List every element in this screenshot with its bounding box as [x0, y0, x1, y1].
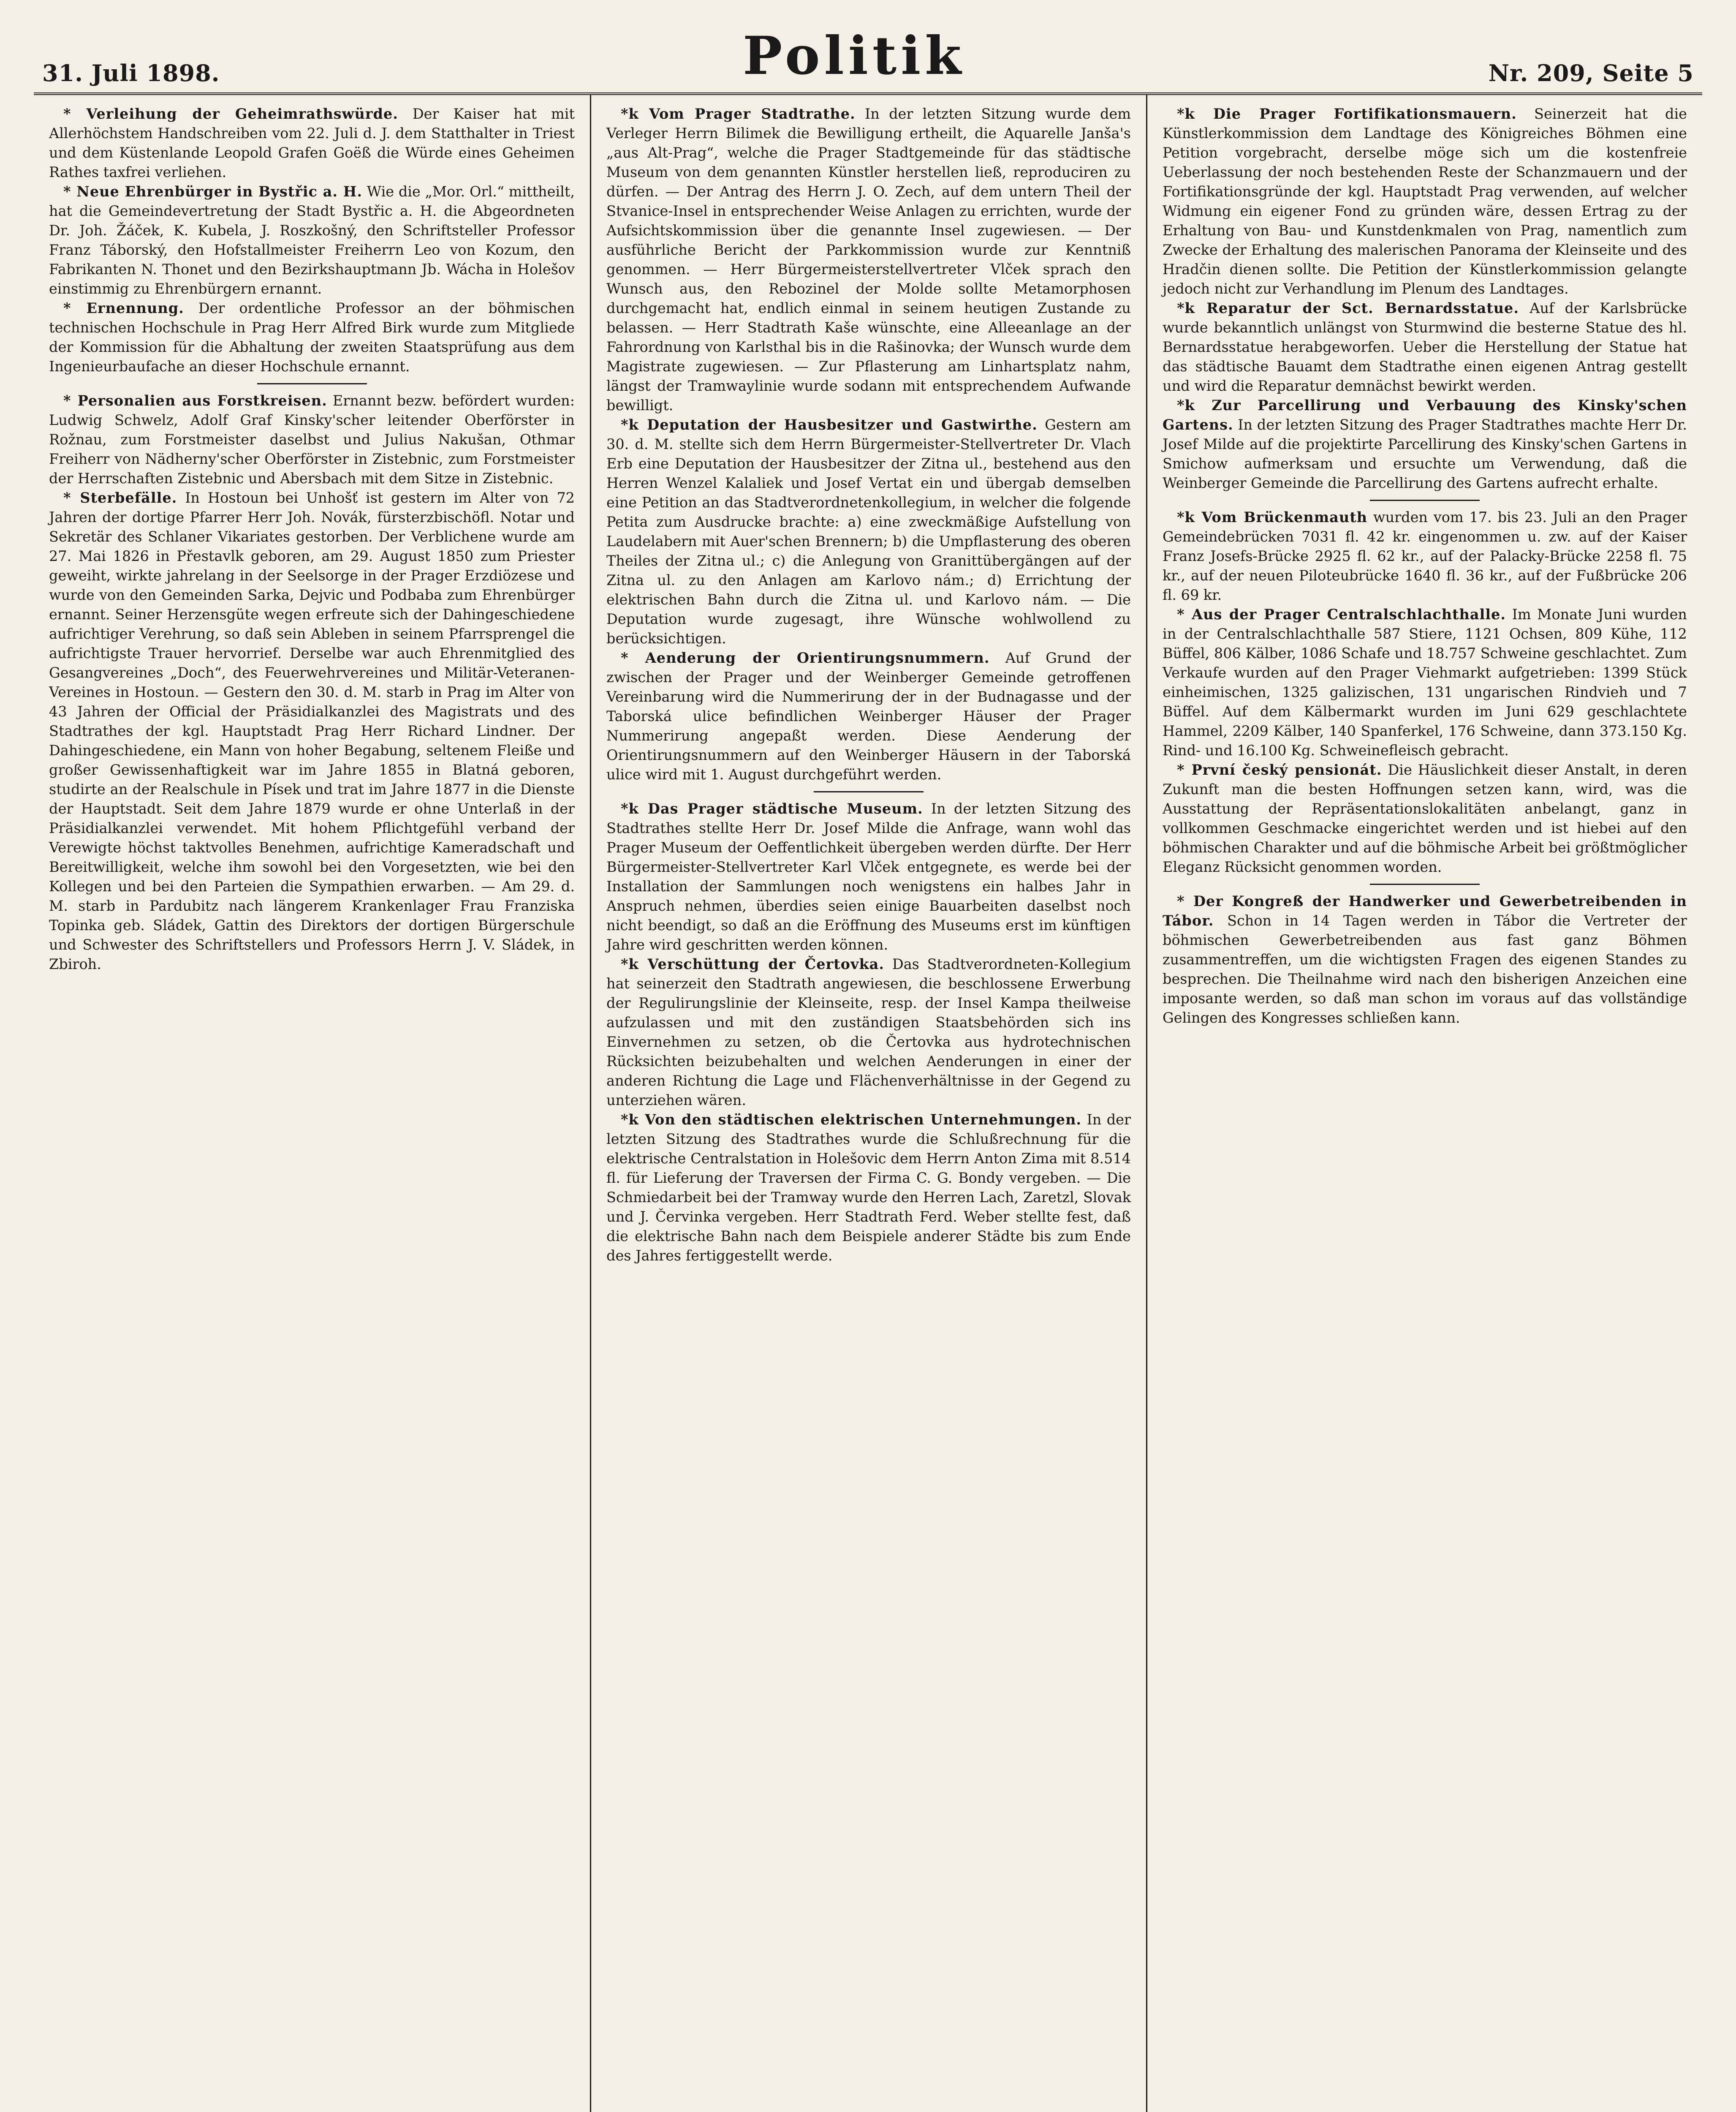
article — [49, 488, 575, 974]
article-headline: * Neue Ehrenbürger in Bystřic a. H. — [63, 183, 363, 200]
article-divider — [257, 383, 367, 384]
article-headline: * První český pensionát. — [1177, 762, 1382, 778]
article-body: Wie die „Mor. Orl.“ mittheilt, hat die Gemeindevertretung der Stadt Bystřic a. H. die Abgeordneten Dr. Joh. Žáček, K. Kubela, J. Roszkošný, den Schriftsteller Professor Franz Táborský, den Hofstallmeister Freiherrn Leo von Kozum, den Fabrikanten N. Thonet und den Bezirkshauptmann Jb. Wácha in Holešov einstimmig zu Ehrenbürgern ernannt. — [49, 183, 575, 297]
article-columns — [34, 95, 1702, 2112]
article — [606, 648, 1131, 784]
article — [1163, 508, 1687, 605]
article-body: Das Stadtverordneten-Kollegium hat seinerzeit den Stadtrath angewiesen, die beschlossene Erwerbung der Regulirungslinie der Kleinseite, resp. der Insel Kampa theilweise aufzulassen und mit den zuständigen Staatsbehörden sich ins Einvernehmen zu setzen, ob die Čertovka aus hydrotechnischen Rücksichten beizubehalten und welchen Aenderungen in einer der anderen Richtung die Lage und Flächenverhältnisse in der Gegend zu unterziehen wären. — [606, 956, 1131, 1108]
article-body: Die Häuslichkeit dieser Anstalt, in deren Zukunft man die besten Hoffnungen setzen kann, wird, was die Ausstattung der Repräsentationslokalitäten anbelangt, ganz in vollkommen Geschmacke eingerichtet werden und ist hiebei auf den böhmischen Charakter und auf die böhmische Arbeit bei größtmöglicher Eleganz Rücksicht genommen worden. — [1163, 762, 1687, 875]
article-body: Im Monate Juni wurden in der Centralschlachthalle 587 Stiere, 1121 Ochsen, 809 Kühe, 112 Büffel, 806 Kälber, 1086 Schafe und 18.757 Schweine geschlachtet. Zum Verkaufe wurden auf den Prager Viehmarkt aufgetrieben: 1399 Stück einheimischen, 1325 galizischen, 131 ungarischen Rindvieh und 7 Büffel. Auf dem Kälbermarkt wurden im Juni 629 geschlachtete Hammel, 2209 Kälber, 140 Spanferkel, 176 Schweine, dann 373.150 Kg. Rind- und 16.100 Kg. Schweinefleisch gebracht. — [1163, 606, 1687, 759]
article — [49, 391, 575, 488]
article — [1163, 760, 1687, 877]
article-headline: *k Vom Prager Stadtrathe. — [621, 106, 856, 122]
article — [606, 104, 1131, 415]
article-headline: * Verleihung der Geheimrathswürde. — [63, 106, 398, 122]
article-body: In der letzten Sitzung des Prager Stadtrathes machte Herr Dr. Josef Milde auf die projektirte Parcellirung des Kinsky'schen Gartens in Smichow aufmerksam und ersuchte um Verwendung, daß die Weinberger Gemeinde die Parcellirung des Gartens aufrecht erhalte. — [1163, 416, 1687, 491]
article-headline: * Aus der Prager Centralschlachthalle. — [1177, 606, 1506, 623]
article-headline: *k Deputation der Hausbesitzer und Gastwirthe. — [621, 416, 1038, 433]
column-1 — [34, 95, 590, 2112]
article-headline: * Personalien aus Forstkreisen. — [63, 392, 327, 409]
section-title: Politik — [743, 25, 966, 87]
article — [1163, 892, 1687, 1028]
article-headline: * Der Kongreß der Handwerker und Gewerbetreibenden in Tábor. — [1163, 893, 1687, 929]
article-headline: *k Von den städtischen elektrischen Unternehmungen. — [621, 1111, 1082, 1128]
article-body: In der letzten Sitzung des Stadtrathes stellte Herr Dr. Josef Milde die Anfrage, wann wohl das Prager Museum der Oeffentlichkeit übergeben werden dürfte. Der Herr Bürgermeister-Stellvertreter Karl Vlček entgegnete, es werde bei der Installation der Sammlungen noch wenigstens ein halbes Jahr in Anspruch nehmen, überdies seien einige Bauarbeiten daselbst noch nicht beendigt, so daß an die Eröffnung des Museums erst im künftigen Jahre wird geschritten werden können. — [606, 800, 1131, 953]
article-body: Seinerzeit hat die Künstlerkommission dem Landtage des Königreiches Böhmen eine Petition vorgebracht, derselbe möge sich um die kostenfreie Ueberlassung der noch bestehenden Reste der Schanzmauern und der Fortifikationsgründe der kgl. Hauptstadt Prag verwenden, auf welcher Widmung ein eigener Fond zu gründen wäre, dessen Ertrag zu der Erhaltung von Bau- und Kunstdenkmalen von Prag, namentlich zum Zwecke der Erhaltung des malerischen Panorama der Kleinseite und des Hradčin dienen sollte. Die Petition der Künstlerkommission gelangte jedoch nicht zur Verhandlung im Plenum des Landtages. — [1163, 106, 1687, 297]
issue-date: 31. Juli 1898. — [42, 60, 220, 87]
article-body: wurden vom 17. bis 23. Juli an den Prager Gemeindebrücken 7031 fl. 42 kr. eingenommen u. zw. auf der Kaiser Franz Josefs-Brücke 2925 fl. 62 kr., auf der Palacky-Brücke 2258 fl. 75 kr., auf der neuen Piloteubrücke 1640 fl. 36 kr., auf der Fußbrücke 206 fl. 69 kr. — [1163, 509, 1687, 603]
article-headline: *k Verschüttung der Čertovka. — [621, 956, 885, 972]
issue-page-number: Nr. 209, Seite 5 — [1488, 60, 1694, 87]
article — [49, 104, 575, 182]
article-headline: *k Die Prager Fortifikationsmauern. — [1177, 106, 1517, 122]
article-body: Gestern am 30. d. M. stellte sich dem Herrn Bürgermeister-Stellvertreter Dr. Vlach Erb eine Deputation der Hausbesitzer der Zitna ul., bestehend aus den Herren Wenzel Kalaliek und Josef Vertat ein und übergab demselben eine Petition an das Stadtverordnetenkollegium, in welcher die folgende Petita zum Ausdrucke brachte: a) eine zweckmäßige Aufstellung von Laudelabern mit Auer'schen Brennern; b) die Umpflasterung des oberen Theiles der Zitna ul.; c) die Anlegung von Granittübergängen auf der Zitna ul. zu den Anlagen am Karlovo nám.; d) Errichtung der elektrischen Bahn durch die Zitna ul. und Karlovo nám. — Die Deputation wurde zugesagt, ihre Wünsche wohlwollend zu berücksichtigen. — [606, 416, 1131, 647]
article-headline: *k Reparatur der Sct. Bernardsstatue. — [1177, 300, 1519, 316]
article — [49, 299, 575, 376]
article — [606, 415, 1131, 648]
masthead — [34, 17, 1702, 95]
article — [606, 955, 1131, 1110]
article — [1163, 104, 1687, 299]
article-body: Auf Grund der zwischen der Prager und der Weinberger Gemeinde getroffenen Vereinbarung wird die Nummerirung der in der Budnagasse und der Taborská ulice befindlichen Weinberger Häuser der Prager Nummerirung angepaßt werden. Diese Aenderung der Orientirungsnummern auf den Weinberger Häusern in der Taborská ulice wird mit 1. August durchgeführt werden. — [606, 650, 1131, 783]
article-body: Der Kaiser hat mit Allerhöchstem Handschreiben vom 22. Juli d. J. dem Statthalter in Triest und dem Küstenlande Leopold Grafen Goëß die Würde eines Geheimen Rathes taxfrei verliehen. — [49, 106, 575, 180]
article-body: Schon in 14 Tagen werden in Tábor die Vertreter der böhmischen Gewerbetreibenden aus fast ganz Böhmen zusammentreffen, um die wichtigsten Fragen des eigenen Standes zu besprechen. Die Theilnahme wird nach den bisherigen Anzeichen eine imposante werden, so daß man schon im voraus auf das vollständige Gelingen des Kongresses schließen kann. — [1163, 912, 1687, 1026]
article-headline: * Ernennung. — [63, 300, 184, 316]
article — [1163, 605, 1687, 760]
article-divider — [1370, 884, 1480, 885]
article — [49, 182, 575, 299]
article — [1163, 396, 1687, 493]
article-divider — [1370, 500, 1480, 501]
article-headline: *k Zur Parcellirung und Verbauung des Kinsky'schen Gartens. — [1163, 397, 1687, 433]
article-body: In der letzten Sitzung des Stadtrathes wurde die Schlußrechnung für die elektrische Centralstation in Holešovic dem Herrn Anton Zima mit 8.514 fl. für Lieferung der Traversen der Firma C. G. Bondy vergeben. — Die Schmiedarbeit bei der Tramway wurde den Herren Lach, Zaretzl, Slovak und J. Červinka vergeben. Herr Stadtrath Ferd. Weber stellte fest, daß die elektrische Bahn nach dem Beispiele anderer Städte bis zum Ende des Jahres fertiggestellt werde. — [606, 1111, 1131, 1264]
article-body: In Hostoun bei Unhošť ist gestern im Alter von 72 Jahren der dortige Pfarrer Herr Joh. Novák, fürsterzbischöfl. Notar und Sekretär des Schlaner Vikariates gestorben. Der Verblichene wurde am 27. Mai 1826 in Přestavlk geboren, am 29. August 1850 zum Priester geweiht, wirkte jahrelang in der Seelsorge in der Prager Erzdiözese und wurde von den Gemeinden Sarka, Dejvic und Podbaba zum Ehrenbürger ernannt. Seiner Herzensgüte wegen erfreute sich der Dahingeschiedene aufrichtiger Verehrung, so daß sein Ableben in seinem Pfarrsprengel die aufrichtigste Trauer hervorrief. Derselbe war auch Ehrenmitglied des Gesangvereines „Doch“, des Feuerwehrvereines und Militär-Veteranen-Vereines in Hostoun. — Gestern den 30. d. M. starb in Prag im Alter von 43 Jahren der Official der Präsidialkanzlei des Magistrats und des Stadtrathes der kgl. Hauptstadt Prag Herr Richard Lindner. Der Dahingeschiedene, ein Mann von hoher Begabung, seltenem Fleiße und großer Gewissenhaftigkeit war im Jahre 1855 in Blatná geboren, studirte an der Realschule in Písek und trat im Jahre 1877 in die Dienste der Hauptstadt. Seit dem Jahre 1879 wurde er ohne Unterlaß in der Präsidialkanzlei verwendet. Mit hohem Pflichtgefühl verband der Verewigte höchst taktvolles Benehmen, aufrichtige Kameradschaft und Bereitwilligkeit, welche ihm sowohl bei den Vorgesetzten, wie bei den Kollegen und bei den Parteien die Sympathien erwarben. — Am 29. d. M. starb in Pardubitz nach längerem Krankenlager Frau Franziska Topinka geb. Sládek, Gattin des Direktors der dortigen Bürgerschule und Schwester des Schriftstellers und Professors Herrn J. V. Sládek, in Zbiroh. — [49, 490, 575, 972]
column-3 — [1146, 95, 1702, 2112]
article-body: Auf der Karlsbrücke wurde bekanntlich unlängst von Sturmwind die besterne Statue des hl. Bernardsstatue herabgeworfen. Ueber die Herstellung der Statue hat das städtische Bauamt dem Stadtrathe einen eigenen Antrag gestellt und wird die Reparatur demnächst bewirkt werden. — [1163, 300, 1687, 394]
article-headline: *k Das Prager städtische Museum. — [621, 800, 923, 817]
article-body: Der ordentliche Professor an der böhmischen technischen Hochschule in Prag Herr Alfred Birk wurde zum Mitgliede der Kommission für die Abhaltung der zweiten Staatsprüfung aus dem Ingenieurbaufache an dieser Hochschule ernannt. — [49, 300, 575, 375]
article-divider — [814, 791, 924, 792]
article — [606, 1110, 1131, 1266]
article-headline: *k Vom Brückenmauth — [1177, 509, 1368, 525]
article-body: In der letzten Sitzung wurde dem Verleger Herrn Bilimek die Bewilligung ertheilt, die Aquarelle Janša's „aus Alt-Prag“, welche die Prager Stadtgemeinde für das städtische Museum von dem genannten Künstler herstellen ließ, reproduciren zu dürfen. — Der Antrag des Herrn J. O. Zech, auf dem untern Theil der Stvanice-Insel in entsprechender Weise Anlagen zu errichten, wurde der Aufsichtskommission über die genannte Insel zugewiesen. — Der ausführliche Bericht der Parkkommission wurde zur Kenntniß genommen. — Herr Bürgermeisterstellvertreter Vlček sprach den Wunsch aus, den Rebozinel der Molde sollte Metamorphosen durchgemacht hat, endlich einmal in seinem heutigen Zustande zu belassen. — Herr Stadtrath Kaše wünschte, eine Alleeanlage an der Fahrordnung von Karlsthal bis in die Rašinovka; der Wunsch wurde dem Magistrate zugewiesen. — Zur Pflasterung am Linhartsplatz nahm, längst der Tramwaylinie wurde sodann mit entsprechendem Aufwande bewilligt. — [606, 106, 1131, 414]
article-headline: * Aenderung der Orientirungsnummern. — [621, 650, 990, 666]
article-headline: * Sterbefälle. — [63, 490, 177, 506]
article-body: Ernannt bezw. befördert wurden: Ludwig Schwelz, Adolf Graf Kinsky'scher leitender Oberförster in Rožnau, zum Forstmeister daselbst und Julius Nakušan, Othmar Freiherr von Nädherny'scher Oberförster in Zistebnic, zum Forstmeister der Herrschaften Zistebnic und Abersbach mit dem Sitze in Zistebnic. — [49, 392, 575, 487]
column-2 — [590, 95, 1146, 2112]
article — [606, 799, 1131, 955]
article — [1163, 299, 1687, 396]
